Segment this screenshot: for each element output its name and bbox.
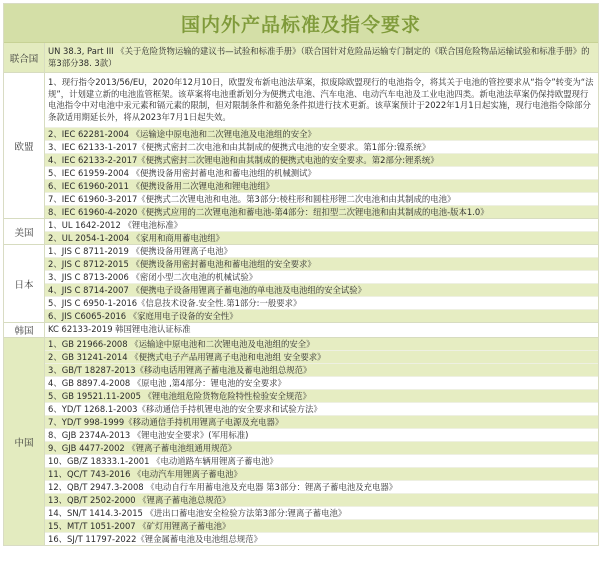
standard-item: 12、QB/T 2947.3-2008 《电动自行车用蓄电池及充电器 第3部分：锂离子蓄电池及充电器》 — [45, 481, 598, 494]
standard-item: 10、GB/Z 18333.1-2001 《电动道路车辆用锂离子蓄电池》 — [45, 455, 598, 468]
country-label: 欧盟 — [4, 73, 45, 218]
standard-item: 3、GB/T 18287-2013《移动电话用锂离子蓄电池及蓄电池组总规范》 — [45, 364, 598, 377]
standard-item: 7、YD/T 998-1999《移动通信手持机用锂离子电源及充电器》 — [45, 416, 598, 429]
standards-table — [3, 3, 599, 546]
standard-item: 1、JIS C 8711-2019 《便携设备用锂离子电池》 — [45, 245, 598, 258]
standard-item: 2、IEC 62281-2004 《运输途中原电池和二次锂电池及电池组的安全》 — [45, 128, 598, 141]
standard-item: 4、JIS C 8714-2007 《便携电子设备用锂离子蓄电池的单电池及电池组的安全试验》 — [45, 284, 598, 297]
group-jp — [4, 245, 598, 323]
standard-item: KC 62133-2019 韩国锂电池认证标准 — [45, 323, 598, 335]
standard-item: 5、IEC 61959-2004 《便携设备用密封蓄电池和蓄电池组的机械测试》 — [45, 167, 598, 180]
standard-item: 13、QB/T 2502-2000 《锂离子蓄电池总规范》 — [45, 494, 598, 507]
standards-list — [45, 73, 598, 218]
standard-item: 7、IEC 61960-3-2017《便携式二次锂电池和电池。第3部分:棱柱形和圆柱形锂二次电池和由其制成的电池》 — [45, 193, 598, 206]
table-title: 国内外产品标准及指令要求 — [180, 13, 421, 36]
standard-item: 8、IEC 61960-4-2020《便携式应用的二次锂电池和蓄电池-第4部分：纽扣型二次锂电池和由其制成的电池-版本1.0》 — [45, 206, 598, 218]
standard-item: 1、现行指令2013/56/EU，2020年12月10日，欧盟发布新电池法草案，拟废除欧盟现行的电池指令，将其关于电池的管控要求从“指令”转变为“法规”，计划建立新的电池监管框架。该草案将电池重新划分为便携式电池、汽车电池、电动汽车电池及工业电池四类。新电池法草案仍保持欧盟现行电池指令中对电池中汞元素和镉元素的限制，但对限制条件和豁免条件拟进行技术更新。该草案预计于2022年1月1日起实施，现行电池指令除部分条款适用期延长外，将从2023年7月1日起失效。 — [45, 73, 598, 128]
group-eu — [4, 73, 598, 219]
standard-item: 4、GB 8897.4-2008 《原电池 ,第4部分：锂电池的安全要求》 — [45, 377, 598, 390]
standard-item: 4、IEC 62133-2-2017《便携式密封二次锂电池和由其制成的便携式电池的安全要求。第2部分:锂系统》 — [45, 154, 598, 167]
standard-item: 2、UL 2054-1-2004 《家用和商用蓄电池组》 — [45, 232, 598, 244]
standards-list — [45, 43, 598, 72]
standard-item: 5、GB 19521.11-2005 《锂电池组危险货物危险特性检验安全规范》 — [45, 390, 598, 403]
standard-item: 8、GJB 2374A-2013 《锂电池安全要求》(军用标准) — [45, 429, 598, 442]
standards-list — [45, 323, 598, 337]
standard-item: UN 38.3, Part III 《关于危险货物运输的建议书—试验和标准手册》（联合国针对危险品运输专门制定的《联合国危险物品运输试验和标准手册》的第3部分38. 3款） — [45, 43, 598, 72]
country-label: 美国 — [4, 219, 45, 244]
standards-list — [45, 219, 598, 244]
country-label: 日本 — [4, 245, 45, 322]
table-title-bar — [4, 4, 598, 43]
standard-item: 6、IEC 61960-2011 《便携设备用二次锂电池和锂电池组》 — [45, 180, 598, 193]
standard-item: 3、JIS C 8713-2006 《密闭小型二次电池的机械试验》 — [45, 271, 598, 284]
standard-item: 1、UL 1642-2012 《锂电池标准》 — [45, 219, 598, 232]
country-label: 中国 — [4, 338, 45, 545]
group-cn — [4, 338, 598, 545]
standard-item: 2、GB 31241-2014 《便携式电子产品用锂离子电池和电池组 安全要求》 — [45, 351, 598, 364]
group-us — [4, 219, 598, 245]
group-un — [4, 43, 598, 73]
standards-list — [45, 338, 598, 545]
standard-item: 5、JIS C 6950-1-2016《信息技术设备.安全性.第1部分:一般要求》 — [45, 297, 598, 310]
standard-item: 11、QC/T 743-2016 《电动汽车用锂离子蓄电池》 — [45, 468, 598, 481]
standard-item: 6、JIS C6065-2016 《家庭用电子设备的安全性》 — [45, 310, 598, 322]
standard-item: 14、SN/T 1414.3-2015 《进出口蓄电池安全检验方法第3部分:锂离子蓄电池》 — [45, 507, 598, 520]
standard-item: 15、MT/T 1051-2007 《矿灯用锂离子蓄电池》 — [45, 520, 598, 533]
country-label: 韩国 — [4, 323, 45, 337]
standard-item: 6、YD/T 1268.1-2003《移动通信手持机锂电池的安全要求和试验方法》 — [45, 403, 598, 416]
country-label: 联合国 — [4, 43, 45, 72]
standard-item: 2、JIS C 8712-2015 《便携设备用密封蓄电池和蓄电池组的安全要求》 — [45, 258, 598, 271]
standard-item: 9、GJB 4477-2002 《锂离子蓄电池组通用规范》 — [45, 442, 598, 455]
standard-item: 1、GB 21966-2008 《运输途中原电池和二次锂电池及电池组的安全》 — [45, 338, 598, 351]
standard-item: 16、SJ/T 11797-2022《锂金属蓄电池及电池组总规范》 — [45, 533, 598, 545]
group-kr — [4, 323, 598, 338]
standard-item: 3、IEC 62133-1-2017《便携式密封二次电池和由其制成的便携式电池的安全要求。第1部分:镍系统》 — [45, 141, 598, 154]
standards-list — [45, 245, 598, 322]
